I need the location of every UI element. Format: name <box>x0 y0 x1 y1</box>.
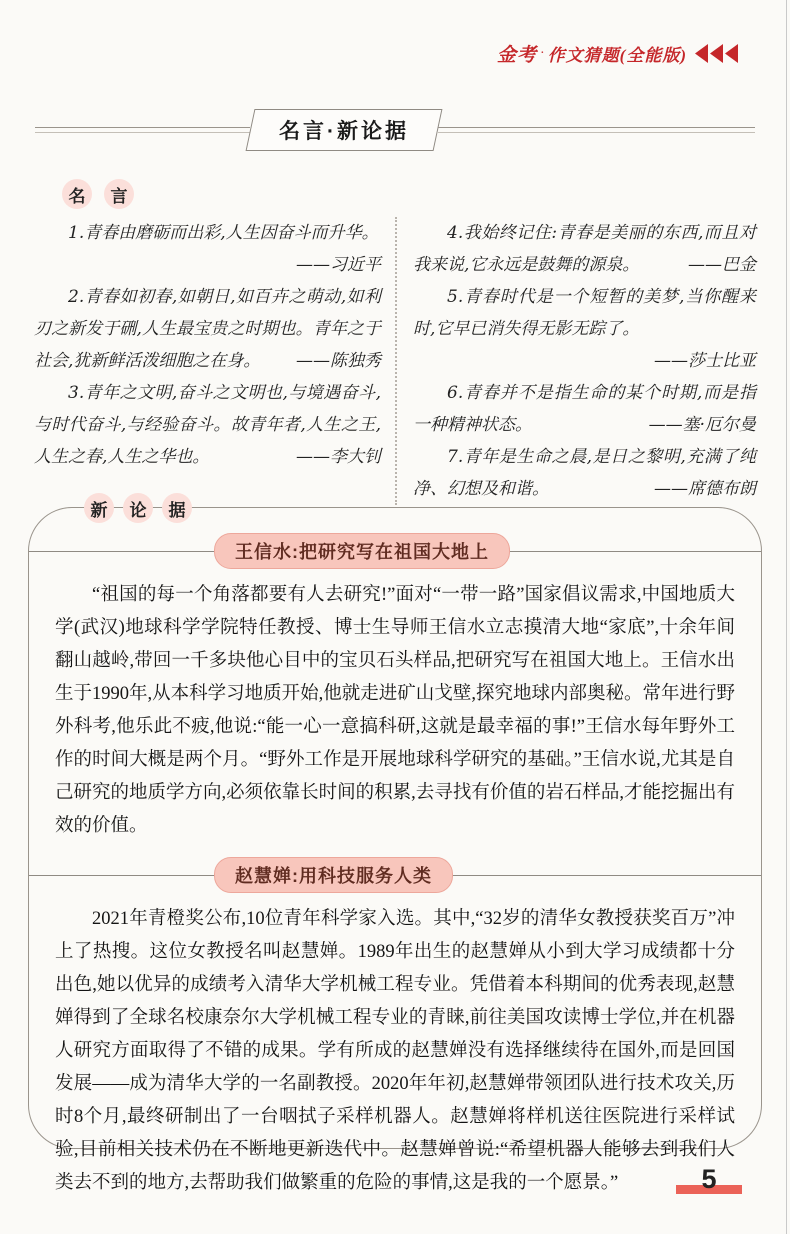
book-title: 作文猜题(全能版) <box>547 46 687 65</box>
banner-line-right <box>438 127 755 133</box>
page-number-value: 5 <box>701 1164 717 1194</box>
quote-text: 5.青春时代是一个短暂的美梦,当你醒来时,它早已消失得无影无踪了。 <box>413 287 756 339</box>
left-arrow-icon <box>710 44 723 63</box>
left-arrow-icon <box>695 44 708 63</box>
article-title-pill: 王信水:把研究写在祖国大地上 <box>214 533 510 569</box>
chapter-banner <box>35 111 755 149</box>
article-body: 2021年青橙奖公布,10位青年科学家入选。其中,“32岁的清华女教授获奖百万”冲上了热搜。这位女教授名叫赵慧婵。1989年出生的赵慧婵从小到大学习成绩都十分出色,她以优异的成绩考入清华大学机械工程专业。凭借着本科期间的优秀表现,赵慧婵得到了全球名校康奈尔大学机械工程专业的青睐,前往美国攻读博士学位,并在机器人研究方面取得了不错的成果。学有所成的赵慧婵没有选择继续待在国外,而是回国发展——成为清华大学的一名副教授。2020年年初,赵慧婵带领团队进行技术攻关,历时8个月,最终研制出了一台咽拭子采样机器人。赵慧婵将样机送往医院进行采样试验,目前相关技术仍在不断地更新迭代中。赵慧婵曾说:“希望机器人能够去到我们人类去不到的地方,去帮助我们做繁重的危险的事情,这是我的一个愿景。” <box>55 909 735 1193</box>
chapter-title-box <box>246 109 443 151</box>
article <box>55 856 735 1200</box>
running-head <box>0 40 790 67</box>
label-char: 言 <box>104 179 134 209</box>
quote-author: ——习近平 <box>296 255 381 275</box>
quote-text: 6.青春并不是指生命的某个时期,而是指一种精神状态。 <box>413 383 756 435</box>
quote-author: ——巴金 <box>688 255 756 275</box>
label-char: 新 <box>84 493 114 523</box>
chapter-title: 名言·新论据 <box>279 120 409 143</box>
quote-item <box>34 217 381 281</box>
quote-author: ——李大钊 <box>296 447 381 467</box>
section-label-arguments <box>84 493 790 523</box>
article-title-row <box>29 856 761 894</box>
triple-left-arrows-icon <box>693 44 738 63</box>
quote-text: 1.青春由磨砺而出彩,人生因奋斗而升华。 <box>68 223 379 243</box>
article-title-row <box>29 532 761 570</box>
left-arrow-icon <box>725 44 738 63</box>
quote-item <box>34 281 381 377</box>
quotes-column-right <box>395 217 756 505</box>
quote-author: ——席德布朗 <box>654 479 756 499</box>
page-edge-line <box>786 0 787 1234</box>
quotes-column-left <box>34 217 395 505</box>
quote-item <box>34 377 381 473</box>
brand-name: 金考 <box>496 45 537 66</box>
article <box>55 532 735 843</box>
quote-item <box>413 281 756 377</box>
label-char: 论 <box>123 493 153 523</box>
article-title-pill: 赵慧婵:用科技服务人类 <box>214 857 453 893</box>
quote-text: 2.青春如初春,如朝日,如百卉之萌动,如利刃之新发于硎,人生最宝贵之时期也。青年之于社会,犹新鲜活泼细胞之在身。 <box>34 287 381 371</box>
arguments-box <box>28 507 762 1193</box>
quote-item <box>413 217 756 281</box>
quote-text: 3.青年之文明,奋斗之文明也,与境遇奋斗,与时代奋斗,与经验奋斗。故青年者,人生之王,人生之春,人生之华也。 <box>34 383 381 467</box>
section-label-quotes <box>62 179 790 209</box>
quotes-columns <box>34 217 756 505</box>
banner-line-left <box>35 127 250 133</box>
label-char: 据 <box>162 493 192 523</box>
quote-author: ——陈独秀 <box>296 351 381 371</box>
brand-separator: · <box>540 45 545 61</box>
article-body: “祖国的每一个角落都要有人去研究!”面对“一带一路”国家倡议需求,中国地质大学(武汉)地球科学学院特任教授、博士生导师王信水立志摸清大地“家底”,十余年间翻山越岭,带回一千多块他心目中的宝贝石头样品,把研究写在祖国大地上。王信水出生于1990年,从本科学习地质开始,他就走进矿山戈壁,探究地球内部奥秘。常年进行野外科考,他乐此不疲,他说:“能一心一意搞科研,这就是最幸福的事!”王信水每年野外工作的时间大概是两个月。“野外工作是开展地球科学研究的基础。”王信水说,尤其是自己研究的地质学方向,必须依靠长时间的积累,去寻找有价值的岩石样品,才能挖掘出有效的价值。 <box>55 585 735 836</box>
quote-text: 7.青年是生命之晨,是日之黎明,充满了纯净、幻想及和谐。 <box>413 447 756 499</box>
quote-text: 4.我始终记住:青春是美丽的东西,而且对我来说,它永远是鼓舞的源泉。 <box>413 223 756 275</box>
quote-author: ——莎士比亚 <box>654 351 756 371</box>
label-char: 名 <box>62 179 92 209</box>
quote-author: ——塞·厄尔曼 <box>648 415 756 435</box>
quote-item <box>413 377 756 441</box>
